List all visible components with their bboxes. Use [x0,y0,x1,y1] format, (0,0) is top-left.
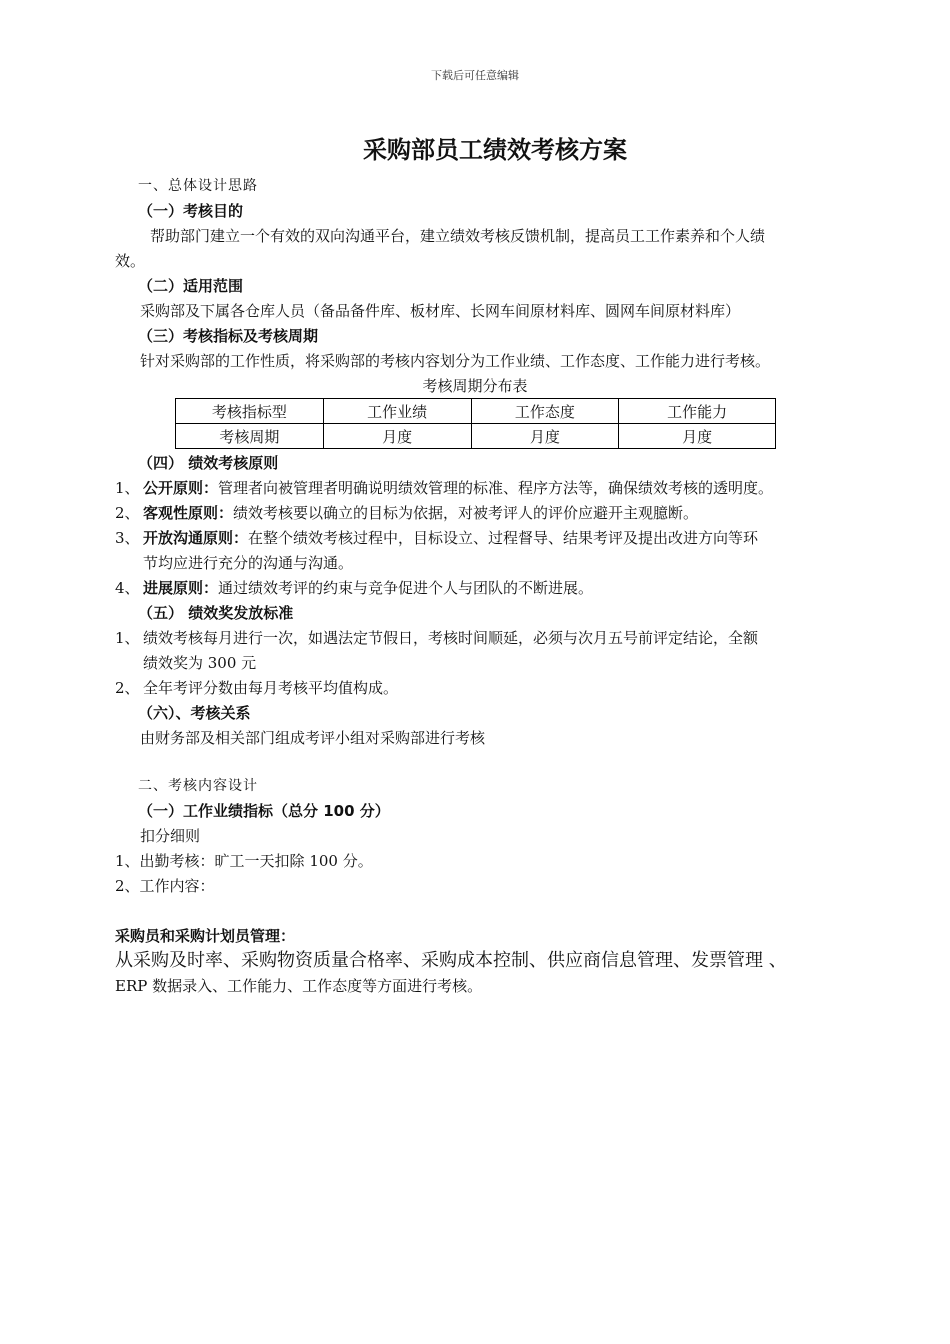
table-row [176,424,776,449]
subsection-heading: （六）、考核关系 [138,704,251,722]
paragraph-line: 扣分细则 [140,827,201,845]
table-cell: 工作能力 [619,399,776,424]
list-item [115,528,758,548]
cycle-table [175,398,776,449]
table-caption: 考核周期分布表 [422,377,528,395]
table-cell: 月度 [471,424,619,449]
table-cell: 考核周期 [176,424,324,449]
table-cell: 考核指标型 [176,399,324,424]
subsection-heading: （一）考核目的 [138,202,244,220]
subsection-heading: （三）考核指标及考核周期 [138,327,319,345]
table-cell: 月度 [323,424,471,449]
list-number: 4、 [115,579,140,597]
list-label: 开放沟通原则： [143,529,249,547]
subsection-heading: （四） 绩效考核原则 [138,454,279,472]
table-cell: 月度 [619,424,776,449]
section-heading: 二、考核内容设计 [138,778,258,794]
document-title: 采购部员工绩效考核方案 [363,136,627,164]
list-item-continuation: 节均应进行充分的沟通与沟通。 [143,554,354,572]
list-item [115,578,593,598]
list-item [115,478,773,498]
table-row [176,399,776,424]
list-item [115,628,758,648]
list-number: 3、 [115,529,140,547]
paragraph-line: 效。 [115,252,146,270]
list-text: 在整个绩效考核过程中，目标设立、过程督导、结果考评及提出改进方向等环 [248,529,759,547]
table-cell: 工作态度 [471,399,619,424]
subsection-heading: 采购员和采购计划员管理： [115,927,296,945]
section-heading: 一、总体设计思路 [138,178,258,194]
header-note: 下载后可任意编辑 [431,69,519,82]
list-item [115,678,398,698]
subsection-heading: （二）适用范围 [138,277,244,295]
list-text: 绩效考核要以确立的目标为依据，对被考评人的评价应避开主观臆断。 [233,504,699,522]
list-item [115,503,698,523]
paragraph-line: ERP 数据录入、工作能力、工作态度等方面进行考核。 [115,977,483,995]
list-item: 1、出勤考核：旷工一天扣除 100 分。 [115,852,373,870]
list-label: 进展原则： [143,579,219,597]
list-item: 2、工作内容： [115,877,215,895]
subsection-heading: （五） 绩效奖发放标准 [138,604,294,622]
paragraph-line: 由财务部及相关部门组成考评小组对采购部进行考核 [140,729,486,747]
list-label: 客观性原则： [143,504,234,522]
list-number: 1、 [115,629,140,647]
subsection-heading: （一）工作业绩指标（总分 100 分） [138,802,390,820]
paragraph-line: 帮助部门建立一个有效的双向沟通平台，建立绩效考核反馈机制，提高员工工作素养和个人绩 [150,227,766,245]
paragraph-line: 采购部及下属各仓库人员（备品备件库、板材库、长网车间原材料库、圆网车间原材料库） [140,302,741,320]
list-number: 2、 [115,504,140,522]
list-number: 1、 [115,479,140,497]
table-cell: 工作业绩 [323,399,471,424]
paragraph-line: 从采购及时率、采购物资质量合格率、采购成本控制、供应商信息管理、发票管理 、 [115,950,787,971]
list-label: 公开原则： [143,479,219,497]
list-number: 2、 [115,679,140,697]
paragraph-line: 针对采购部的工作性质，将采购部的考核内容划分为工作业绩、工作态度、工作能力进行考核。 [140,352,771,370]
list-text: 全年考评分数由每月考核平均值构成。 [143,679,399,697]
list-text: 通过绩效考评的约束与竞争促进个人与团队的不断进展。 [218,579,594,597]
list-text: 绩效考核每月进行一次，如遇法定节假日，考核时间顺延，必须与次月五号前评定结论，全额 [143,629,759,647]
list-item-continuation: 绩效奖为 300 元 [143,654,257,672]
list-text: 管理者向被管理者明确说明绩效管理的标准、程序方法等，确保绩效考核的透明度。 [218,479,774,497]
